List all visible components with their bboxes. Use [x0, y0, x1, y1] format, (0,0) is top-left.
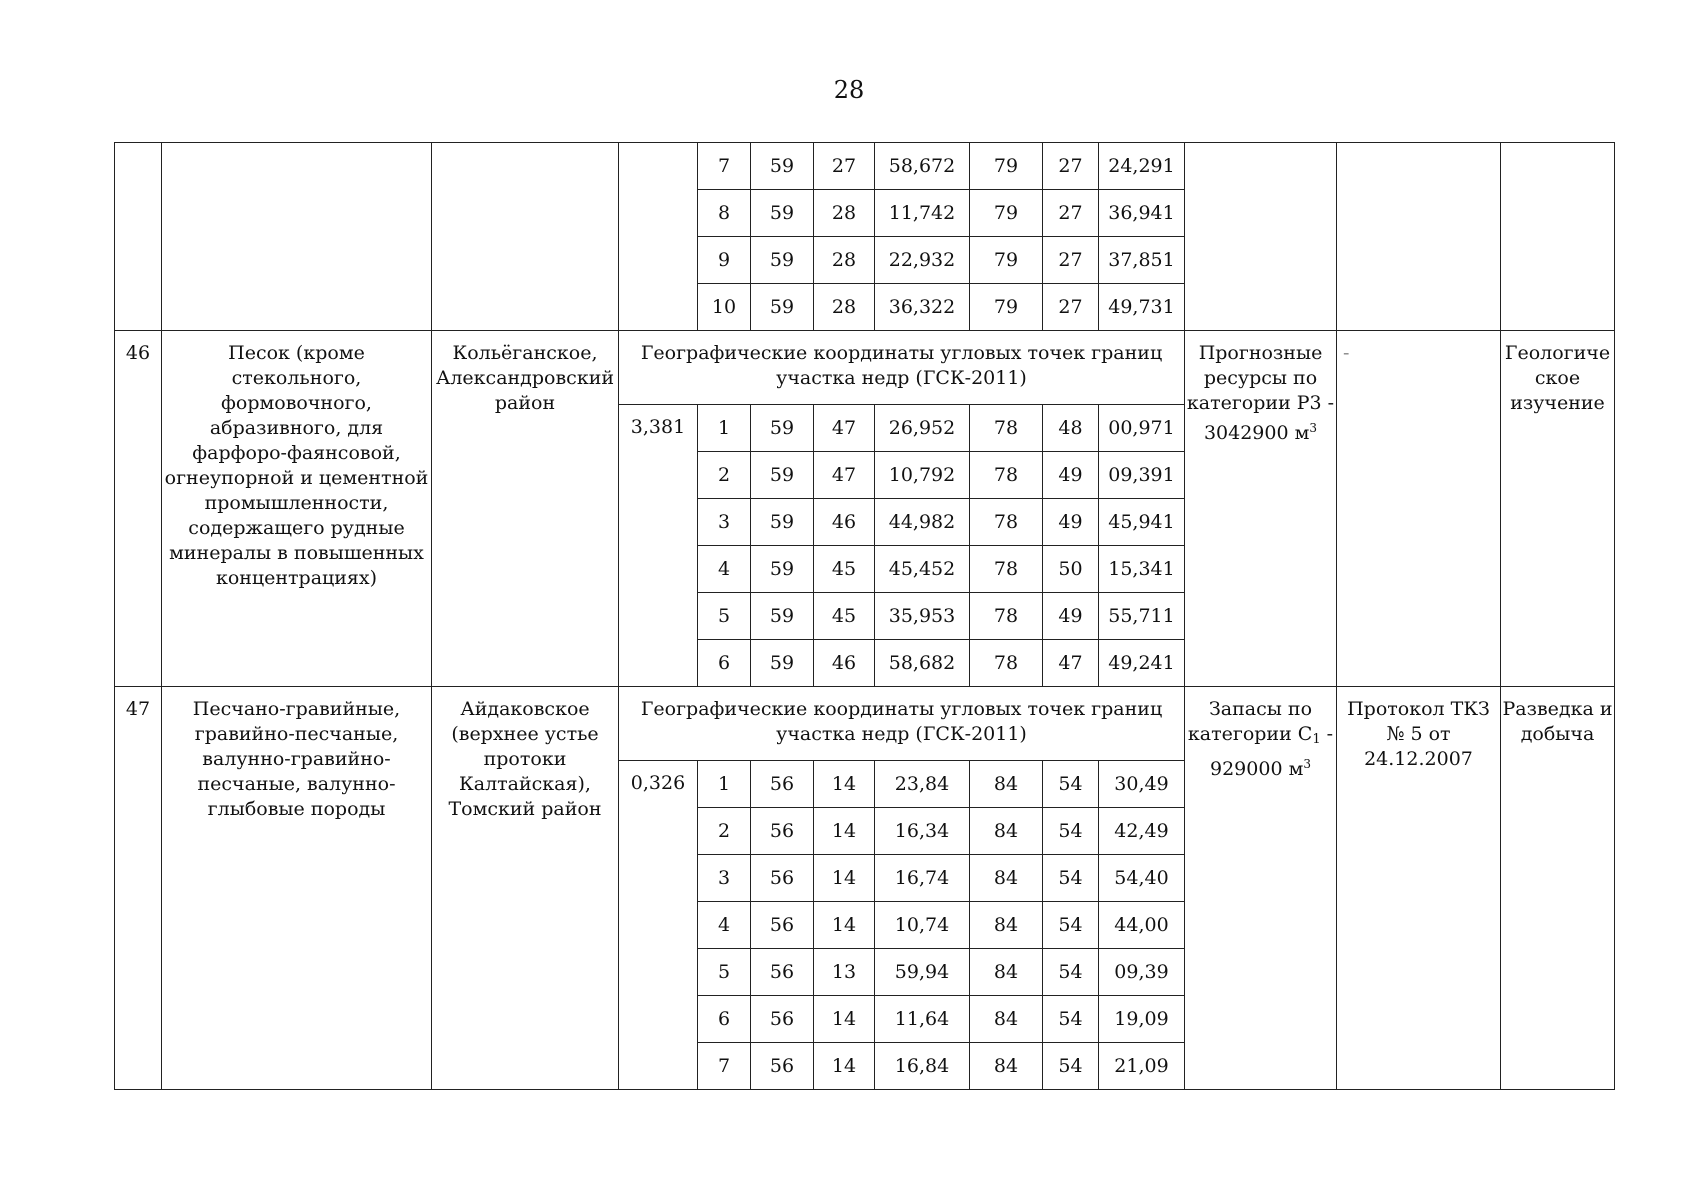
lon-degrees: 78 — [970, 405, 1043, 452]
mineral-description: Песчано-гравийные, гравийно-песчаные, валунно-гравийно-песчаные, валунно-глыбовые породы — [162, 687, 432, 1090]
protocol — [1337, 331, 1501, 687]
lat-minutes: 47 — [814, 452, 875, 499]
lat-degrees: 56 — [751, 1043, 814, 1090]
location: Айдаковское (верхнее устье протоки Калтайская), Томский район — [432, 687, 619, 1090]
lat-minutes: 28 — [814, 284, 875, 331]
lat-seconds: 59,94 — [875, 949, 970, 996]
lon-seconds: 49,241 — [1099, 640, 1185, 687]
lat-seconds: 22,932 — [875, 237, 970, 284]
lon-degrees: 78 — [970, 499, 1043, 546]
lon-minutes: 27 — [1043, 143, 1099, 190]
lat-minutes: 14 — [814, 855, 875, 902]
protocol-cell — [1337, 143, 1501, 331]
lon-seconds: 44,00 — [1099, 902, 1185, 949]
entry-46 — [115, 331, 1615, 687]
table-row — [115, 331, 1615, 405]
point-number: 9 — [698, 237, 751, 284]
lat-seconds: 10,74 — [875, 902, 970, 949]
entry-47 — [115, 687, 1615, 1090]
lon-seconds: 09,39 — [1099, 949, 1185, 996]
lat-seconds: 35,953 — [875, 593, 970, 640]
continuation-block — [115, 143, 1615, 331]
point-number: 3 — [698, 499, 751, 546]
lat-degrees: 59 — [751, 143, 814, 190]
point-number: 8 — [698, 190, 751, 237]
lat-seconds: 58,672 — [875, 143, 970, 190]
lon-seconds: 49,731 — [1099, 284, 1185, 331]
point-number: 2 — [698, 452, 751, 499]
lat-minutes: 28 — [814, 237, 875, 284]
point-number: 2 — [698, 808, 751, 855]
lon-minutes: 54 — [1043, 996, 1099, 1043]
purpose: Разведка и добыча — [1501, 687, 1615, 1090]
lon-minutes: 48 — [1043, 405, 1099, 452]
lat-degrees: 59 — [751, 237, 814, 284]
lon-minutes: 47 — [1043, 640, 1099, 687]
lat-degrees: 59 — [751, 640, 814, 687]
lon-minutes: 50 — [1043, 546, 1099, 593]
coordinates-caption: Географические координаты угловых точек границ участка недр (ГСК-2011) — [619, 687, 1185, 761]
lon-minutes: 49 — [1043, 452, 1099, 499]
resources-unit-power: 3 — [1303, 757, 1311, 771]
point-number: 7 — [698, 1043, 751, 1090]
area-value: 3,381 — [619, 405, 698, 687]
lon-degrees: 78 — [970, 546, 1043, 593]
lat-degrees: 59 — [751, 284, 814, 331]
lat-minutes: 45 — [814, 546, 875, 593]
lat-degrees: 56 — [751, 902, 814, 949]
subsoil-sites-table — [114, 142, 1615, 1090]
point-number: 6 — [698, 640, 751, 687]
lon-minutes: 54 — [1043, 1043, 1099, 1090]
lon-degrees: 78 — [970, 640, 1043, 687]
lon-seconds: 36,941 — [1099, 190, 1185, 237]
point-number: 5 — [698, 593, 751, 640]
lon-seconds: 55,711 — [1099, 593, 1185, 640]
lon-degrees: 79 — [970, 284, 1043, 331]
lon-minutes: 27 — [1043, 284, 1099, 331]
lon-degrees: 84 — [970, 808, 1043, 855]
lon-degrees: 84 — [970, 761, 1043, 808]
lat-minutes: 46 — [814, 499, 875, 546]
area-cell — [619, 143, 698, 331]
lat-minutes: 14 — [814, 1043, 875, 1090]
lon-seconds: 24,291 — [1099, 143, 1185, 190]
table-row — [115, 143, 1615, 190]
lon-minutes: 54 — [1043, 902, 1099, 949]
lat-seconds: 45,452 — [875, 546, 970, 593]
point-number: 4 — [698, 546, 751, 593]
lat-seconds: 11,64 — [875, 996, 970, 1043]
lat-degrees: 59 — [751, 190, 814, 237]
protocol-text: - — [1343, 342, 1350, 364]
lon-degrees: 84 — [970, 949, 1043, 996]
location: Кольёганское, Александровский район — [432, 331, 619, 687]
lat-degrees: 59 — [751, 452, 814, 499]
lon-seconds: 09,391 — [1099, 452, 1185, 499]
lon-minutes: 49 — [1043, 499, 1099, 546]
lat-seconds: 26,952 — [875, 405, 970, 452]
protocol: Протокол ТКЗ № 5 от 24.12.2007 — [1337, 687, 1501, 1090]
purpose-cell — [1501, 143, 1615, 331]
resources-text: Запасы по категории С — [1187, 698, 1313, 745]
lat-minutes: 28 — [814, 190, 875, 237]
lon-seconds: 00,971 — [1099, 405, 1185, 452]
mineral-description: Песок (кроме стекольного, формовочного, абразивного, для фарфоро-фаянсовой, огнеупорной и цементной промышленности, содержащего рудные минералы в повышенных концентрациях) — [162, 331, 432, 687]
point-number: 7 — [698, 143, 751, 190]
lon-degrees: 79 — [970, 143, 1043, 190]
lat-seconds: 36,322 — [875, 284, 970, 331]
page-number: 28 — [833, 76, 865, 104]
lat-minutes: 14 — [814, 761, 875, 808]
coordinates-caption: Географические координаты угловых точек границ участка недр (ГСК-2011) — [619, 331, 1185, 405]
lat-degrees: 56 — [751, 808, 814, 855]
lon-minutes: 54 — [1043, 808, 1099, 855]
lon-seconds: 19,09 — [1099, 996, 1185, 1043]
entry-number: 47 — [115, 687, 162, 1090]
lat-seconds: 16,74 — [875, 855, 970, 902]
lon-minutes: 54 — [1043, 855, 1099, 902]
lon-seconds: 37,851 — [1099, 237, 1185, 284]
point-number: 4 — [698, 902, 751, 949]
mineral-cell — [162, 143, 432, 331]
lat-minutes: 14 — [814, 902, 875, 949]
table-row — [115, 687, 1615, 761]
lat-seconds: 16,84 — [875, 1043, 970, 1090]
lon-degrees: 78 — [970, 452, 1043, 499]
point-number: 10 — [698, 284, 751, 331]
lon-degrees: 84 — [970, 855, 1043, 902]
lat-degrees: 56 — [751, 855, 814, 902]
point-number: 5 — [698, 949, 751, 996]
entry-number: 46 — [115, 331, 162, 687]
location-cell — [432, 143, 619, 331]
resources-text: Прогнозные ресурсы по категории Р3 - 3042900 м — [1186, 342, 1335, 444]
lon-degrees: 84 — [970, 996, 1043, 1043]
lon-seconds: 45,941 — [1099, 499, 1185, 546]
resources — [1185, 687, 1337, 1090]
area-value: 0,326 — [619, 761, 698, 1090]
point-number: 1 — [698, 405, 751, 452]
lat-seconds: 16,34 — [875, 808, 970, 855]
lon-minutes: 54 — [1043, 949, 1099, 996]
point-number: 1 — [698, 761, 751, 808]
lon-minutes: 54 — [1043, 761, 1099, 808]
lon-minutes: 49 — [1043, 593, 1099, 640]
lon-degrees: 79 — [970, 190, 1043, 237]
resources-amount: - 929000 м — [1210, 723, 1334, 780]
resources — [1185, 331, 1337, 687]
lon-seconds: 42,49 — [1099, 808, 1185, 855]
lon-degrees: 84 — [970, 902, 1043, 949]
lon-degrees: 84 — [970, 1043, 1043, 1090]
lat-minutes: 47 — [814, 405, 875, 452]
resources-unit-power: 3 — [1309, 421, 1318, 435]
lat-degrees: 56 — [751, 949, 814, 996]
lon-minutes: 27 — [1043, 237, 1099, 284]
lat-minutes: 46 — [814, 640, 875, 687]
number-cell — [115, 143, 162, 331]
lat-seconds: 11,742 — [875, 190, 970, 237]
lon-seconds: 30,49 — [1099, 761, 1185, 808]
lat-minutes: 13 — [814, 949, 875, 996]
lon-seconds: 15,341 — [1099, 546, 1185, 593]
lat-degrees: 59 — [751, 405, 814, 452]
lon-minutes: 27 — [1043, 190, 1099, 237]
lon-seconds: 21,09 — [1099, 1043, 1185, 1090]
lat-seconds: 10,792 — [875, 452, 970, 499]
lat-degrees: 59 — [751, 499, 814, 546]
lat-seconds: 23,84 — [875, 761, 970, 808]
lat-degrees: 56 — [751, 761, 814, 808]
lat-minutes: 45 — [814, 593, 875, 640]
lat-minutes: 14 — [814, 996, 875, 1043]
lat-seconds: 58,682 — [875, 640, 970, 687]
resources-category-index: 1 — [1312, 732, 1321, 747]
lon-seconds: 54,40 — [1099, 855, 1185, 902]
lat-degrees: 59 — [751, 546, 814, 593]
lat-minutes: 27 — [814, 143, 875, 190]
lat-seconds: 44,982 — [875, 499, 970, 546]
lat-minutes: 14 — [814, 808, 875, 855]
point-number: 3 — [698, 855, 751, 902]
lon-degrees: 78 — [970, 593, 1043, 640]
purpose: Геологиче ское изучение — [1501, 331, 1615, 687]
resources-cell — [1185, 143, 1337, 331]
point-number: 6 — [698, 996, 751, 1043]
lon-degrees: 79 — [970, 237, 1043, 284]
lat-degrees: 59 — [751, 593, 814, 640]
lat-degrees: 56 — [751, 996, 814, 1043]
